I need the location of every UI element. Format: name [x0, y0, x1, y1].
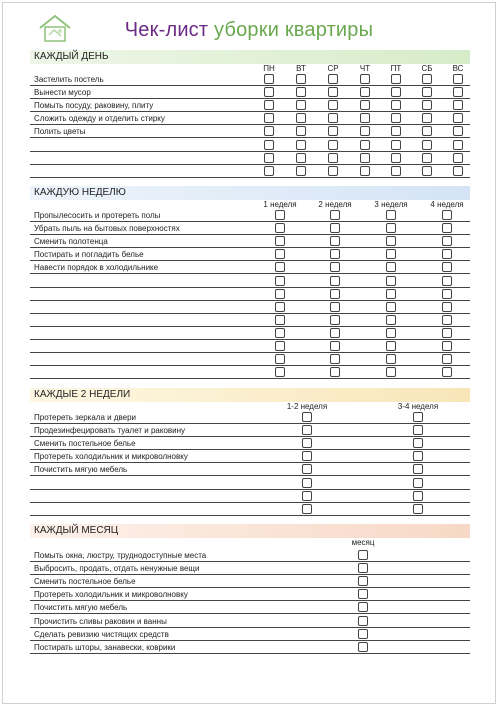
task-label: Протереть холодильник и микроволновку [34, 590, 188, 600]
checklist-row [30, 490, 470, 503]
checkbox[interactable] [386, 249, 396, 259]
checkbox[interactable] [275, 210, 285, 220]
checkbox[interactable] [275, 289, 285, 299]
checklist-row [30, 463, 470, 476]
checkbox[interactable] [302, 438, 312, 448]
checkbox[interactable] [391, 113, 401, 123]
task-label: Сменить полотенца [34, 237, 108, 247]
checkbox[interactable] [358, 563, 368, 573]
checkbox[interactable] [360, 113, 370, 123]
task-label: Вынести мусор [34, 88, 91, 98]
checkbox[interactable] [442, 262, 452, 272]
checkbox[interactable] [264, 166, 274, 176]
task-label: Продезинфецировать туалет и раковину [34, 426, 186, 436]
checkbox[interactable] [275, 354, 285, 364]
section-header-monthly: КАЖДЫЙ МЕСЯЦ [30, 524, 470, 538]
checkbox[interactable] [328, 166, 338, 176]
checkbox[interactable] [391, 153, 401, 163]
checkbox[interactable] [275, 341, 285, 351]
checklist-row [30, 601, 470, 614]
task-label: Навести порядок в холодильнике [34, 263, 159, 273]
column-header: 4 неделя [430, 200, 464, 209]
column-header: ВС [452, 64, 464, 73]
checkbox[interactable] [358, 576, 368, 586]
checkbox[interactable] [453, 113, 463, 123]
checklist-row [30, 503, 470, 516]
task-label: Полить цветы [34, 127, 86, 137]
checkbox[interactable] [442, 367, 452, 377]
checkbox[interactable] [360, 100, 370, 110]
task-label: Постирать и погладить белье [34, 250, 144, 260]
checkbox[interactable] [358, 629, 368, 639]
column-header: ПН [263, 64, 275, 73]
checkbox[interactable] [386, 315, 396, 325]
checkbox[interactable] [413, 464, 423, 474]
checklist-row [30, 615, 470, 628]
checkbox[interactable] [422, 126, 432, 136]
checkbox[interactable] [330, 223, 340, 233]
checkbox[interactable] [296, 74, 306, 84]
checkbox[interactable] [330, 302, 340, 312]
checkbox[interactable] [422, 87, 432, 97]
checkbox[interactable] [328, 100, 338, 110]
checkbox[interactable] [328, 113, 338, 123]
checkbox[interactable] [330, 341, 340, 351]
task-label: Прочистить сливы раковин и ванны [34, 616, 167, 626]
checklist-row [30, 165, 470, 178]
checklist-row [30, 152, 470, 165]
checklist-row [30, 549, 470, 562]
checklist-row [30, 327, 470, 340]
task-label: Сменить постельное белье [34, 439, 136, 449]
column-header: СР [327, 64, 339, 73]
checkbox[interactable] [442, 354, 452, 364]
checklist-row [30, 248, 470, 261]
checklist-row [30, 261, 470, 274]
checkbox[interactable] [442, 249, 452, 259]
checkbox[interactable] [386, 328, 396, 338]
task-label: Помыть посуду, раковину, плиту [34, 101, 154, 111]
checklist-row [30, 73, 470, 86]
checkbox[interactable] [413, 425, 423, 435]
task-label: Почистить мягую мебель [34, 603, 128, 613]
column-header: ЧТ [359, 64, 371, 73]
task-label: Сложить одежду и отделить стирку [34, 114, 165, 124]
checkbox[interactable] [330, 276, 340, 286]
checklist-row [30, 340, 470, 353]
section-header-daily: КАЖДЫЙ ДЕНЬ [30, 50, 470, 64]
checkbox[interactable] [386, 302, 396, 312]
checkbox[interactable] [391, 166, 401, 176]
task-label: Выбросить, продать, отдать ненужные вещи [34, 564, 200, 574]
checklist-row [30, 125, 470, 138]
task-label: Постирать шторы, занавески, коврики [34, 642, 176, 652]
checkbox[interactable] [296, 140, 306, 150]
checkbox[interactable] [275, 315, 285, 325]
checkbox[interactable] [296, 153, 306, 163]
checkbox[interactable] [391, 100, 401, 110]
checkbox[interactable] [275, 367, 285, 377]
checkbox[interactable] [442, 328, 452, 338]
checkbox[interactable] [422, 100, 432, 110]
checkbox[interactable] [330, 210, 340, 220]
checkbox[interactable] [296, 100, 306, 110]
checkbox[interactable] [358, 550, 368, 560]
section-header-weekly: КАЖДУЮ НЕДЕЛЮ [30, 186, 470, 200]
checkbox[interactable] [386, 354, 396, 364]
checklist-row [30, 353, 470, 366]
checkbox[interactable] [386, 367, 396, 377]
checkbox[interactable] [358, 616, 368, 626]
checklist-row [30, 575, 470, 588]
checkbox[interactable] [442, 223, 452, 233]
checkbox[interactable] [330, 315, 340, 325]
checklist-row [30, 288, 470, 301]
checkbox[interactable] [413, 412, 423, 422]
checklist-row [30, 275, 470, 288]
checkbox[interactable] [296, 87, 306, 97]
task-label: Почистить мягую мебель [34, 465, 128, 475]
checkbox[interactable] [275, 328, 285, 338]
checkbox[interactable] [442, 341, 452, 351]
checklist-row [30, 366, 470, 379]
checkbox[interactable] [328, 140, 338, 150]
column-header: СБ [421, 64, 433, 73]
checklist-row [30, 222, 470, 235]
checkbox[interactable] [442, 210, 452, 220]
checkbox[interactable] [264, 113, 274, 123]
checkbox[interactable] [453, 153, 463, 163]
checkbox[interactable] [453, 87, 463, 97]
checkbox[interactable] [360, 126, 370, 136]
checklist-row [30, 314, 470, 327]
checkbox[interactable] [391, 140, 401, 150]
checklist-row [30, 209, 470, 222]
checklist-row [30, 112, 470, 125]
checkbox[interactable] [360, 153, 370, 163]
checkbox[interactable] [442, 276, 452, 286]
checklist-row [30, 86, 470, 99]
checkbox[interactable] [330, 236, 340, 246]
checkbox[interactable] [386, 276, 396, 286]
checklist-row [30, 450, 470, 463]
checkbox[interactable] [264, 87, 274, 97]
task-label: Застелить постель [34, 75, 104, 84]
checklist-row [30, 437, 470, 450]
checkbox[interactable] [330, 289, 340, 299]
checkbox[interactable] [302, 491, 312, 501]
checkbox[interactable] [358, 642, 368, 652]
checkbox[interactable] [453, 140, 463, 150]
checkbox[interactable] [302, 451, 312, 461]
checkbox[interactable] [413, 491, 423, 501]
checkbox[interactable] [422, 140, 432, 150]
checkbox[interactable] [264, 74, 274, 84]
checkbox[interactable] [442, 236, 452, 246]
checkbox[interactable] [413, 504, 423, 514]
checkbox[interactable] [296, 113, 306, 123]
checkbox[interactable] [391, 126, 401, 136]
checkbox[interactable] [358, 602, 368, 612]
page-title: Чек-лист уборки квартиры [124, 19, 374, 41]
checklist-row [30, 99, 470, 112]
checkbox[interactable] [413, 451, 423, 461]
checkbox[interactable] [442, 315, 452, 325]
task-label: Помыть окна, люстру, труднодоступные места [34, 551, 207, 560]
section-header-biweekly: КАЖДЫЕ 2 НЕДЕЛИ [30, 388, 470, 402]
checkbox[interactable] [391, 74, 401, 84]
task-label: Убрать пыль на бытовых поверхностях [34, 224, 180, 234]
checklist-row [30, 139, 470, 152]
checkbox[interactable] [386, 210, 396, 220]
checkbox[interactable] [360, 140, 370, 150]
checkbox[interactable] [422, 74, 432, 84]
checkbox[interactable] [330, 354, 340, 364]
checkbox[interactable] [386, 236, 396, 246]
checkbox[interactable] [453, 74, 463, 84]
checkbox[interactable] [275, 262, 285, 272]
checkbox[interactable] [264, 140, 274, 150]
checkbox[interactable] [275, 249, 285, 259]
checkbox[interactable] [453, 100, 463, 110]
checkbox[interactable] [330, 367, 340, 377]
checkbox[interactable] [358, 589, 368, 599]
checkbox[interactable] [330, 328, 340, 338]
checkbox[interactable] [422, 153, 432, 163]
checklist-row [30, 477, 470, 490]
column-header: 3 неделя [374, 200, 408, 209]
checkbox[interactable] [302, 425, 312, 435]
task-label: Пропылесосить и протереть полы [34, 211, 161, 220]
column-header: ВТ [296, 64, 306, 73]
checkbox[interactable] [360, 87, 370, 97]
checklist-row [30, 301, 470, 314]
checkbox[interactable] [264, 153, 274, 163]
checkbox[interactable] [328, 74, 338, 84]
checkbox[interactable] [386, 262, 396, 272]
checkbox[interactable] [422, 166, 432, 176]
task-label: Протереть холодильник и микроволновку [34, 452, 188, 462]
checkbox[interactable] [328, 126, 338, 136]
checkbox[interactable] [328, 87, 338, 97]
checkbox[interactable] [360, 74, 370, 84]
checkbox[interactable] [386, 223, 396, 233]
column-header: 1 неделя [263, 200, 297, 209]
checklist-row [30, 588, 470, 601]
checkbox[interactable] [275, 302, 285, 312]
checklist-row [30, 641, 470, 654]
checkbox[interactable] [264, 100, 274, 110]
checkbox[interactable] [275, 276, 285, 286]
checkbox[interactable] [296, 126, 306, 136]
column-header: 1-2 неделя [286, 402, 328, 411]
checkbox[interactable] [302, 478, 312, 488]
checklist-row [30, 562, 470, 575]
checkbox[interactable] [422, 113, 432, 123]
checkbox[interactable] [296, 166, 306, 176]
checkbox[interactable] [330, 249, 340, 259]
checklist-row [30, 411, 470, 424]
column-header: 2 неделя [318, 200, 352, 209]
checkbox[interactable] [302, 412, 312, 422]
column-header: месяц [351, 538, 375, 547]
checklist-row [30, 235, 470, 248]
checkbox[interactable] [442, 289, 452, 299]
task-label: Протереть зеркала и двери [34, 413, 137, 422]
checkbox[interactable] [328, 153, 338, 163]
checkbox[interactable] [275, 236, 285, 246]
checkbox[interactable] [453, 126, 463, 136]
task-label: Сменить постельное белье [34, 577, 136, 587]
checkbox[interactable] [275, 223, 285, 233]
checkbox[interactable] [386, 341, 396, 351]
column-header: ПТ [390, 64, 402, 73]
checkbox[interactable] [302, 464, 312, 474]
checkbox[interactable] [302, 504, 312, 514]
checkbox[interactable] [386, 289, 396, 299]
checkbox[interactable] [413, 438, 423, 448]
task-label: Сделать ревизию чистящих средств [34, 629, 169, 639]
column-header: 3-4 неделя [397, 402, 439, 411]
checkbox[interactable] [330, 262, 340, 272]
checkbox[interactable] [453, 166, 463, 176]
checklist-row [30, 628, 470, 641]
checkbox[interactable] [360, 166, 370, 176]
checklist-row [30, 424, 470, 437]
checkbox[interactable] [391, 87, 401, 97]
checkbox[interactable] [442, 302, 452, 312]
checkbox[interactable] [264, 126, 274, 136]
checkbox[interactable] [413, 478, 423, 488]
